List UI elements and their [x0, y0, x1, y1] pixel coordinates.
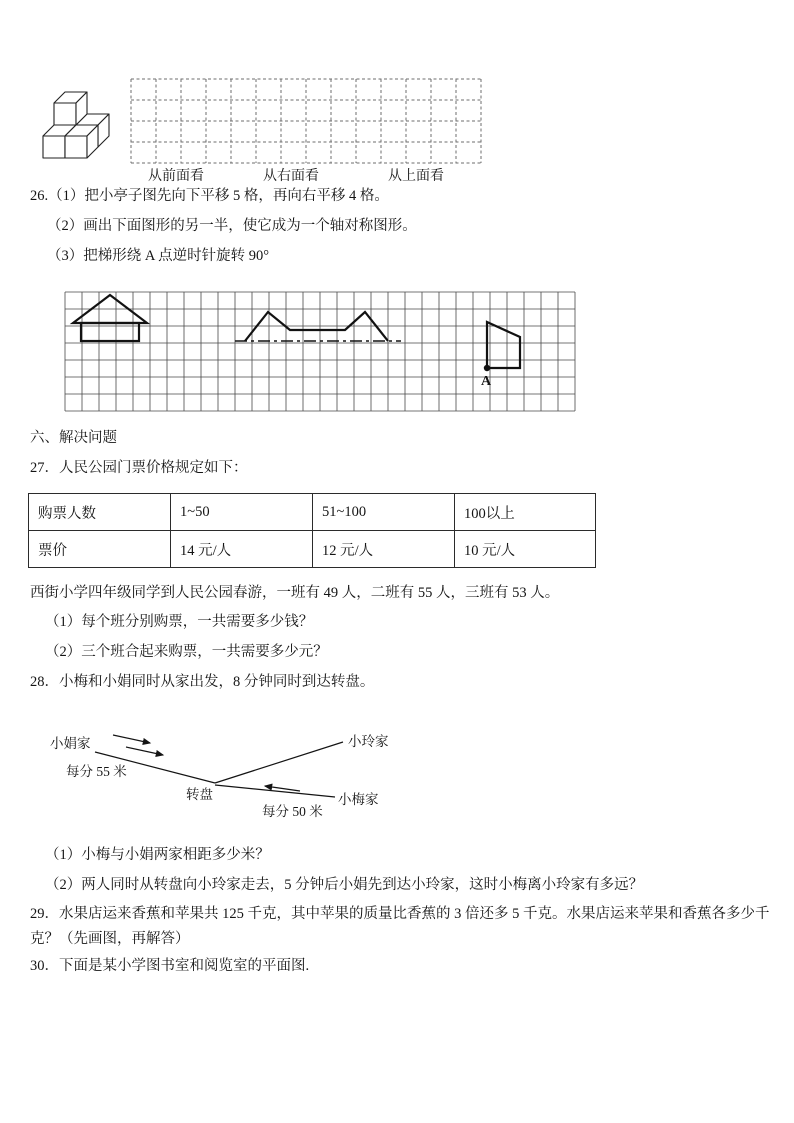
road-xiaomei: [215, 785, 335, 797]
pavilion-shape: [73, 295, 147, 341]
ticket-price-table: [28, 493, 596, 568]
direction-arrow-xiaojuan-1: [113, 735, 150, 743]
label-xiaojuan-home: 小娟家: [50, 736, 91, 751]
view-label-front: 从前面看: [148, 169, 204, 184]
q29-line2: 克？（先画图，再解答）: [30, 931, 190, 947]
table-cell: 51~100: [313, 494, 455, 531]
table-row-people: [29, 494, 596, 531]
cube-stack-figure: [38, 70, 116, 165]
roundabout-diagram: [38, 702, 438, 827]
point-a-dot: [484, 365, 490, 371]
section-six-heading: 六、解决问题: [30, 430, 117, 446]
table-cell: 10 元/人: [455, 531, 596, 568]
label-speed-xiaomei: 每分 50 米: [262, 804, 323, 819]
road-xiaoling: [215, 742, 343, 783]
q26-line1: 26.（1）把小亭子图先向下平移 5 格，再向右平移 4 格。: [30, 188, 389, 204]
q27-intro: 27．人民公园门票价格规定如下：: [30, 460, 248, 476]
q27-context: 西街小学四年级同学到人民公园春游，一班有 49 人，二班有 55 人，三班有 53 人。: [30, 585, 560, 601]
view-label-right: 从右面看: [263, 169, 319, 184]
label-speed-xiaojuan: 每分 55 米: [66, 764, 127, 779]
q29-line1: 29．水果店运来香蕉和苹果共 125 千克，其中苹果的质量比香蕉的 3 倍还多 5 千克。水果店运来苹果和香蕉各多少千: [30, 906, 770, 922]
view-label-top: 从上面看: [388, 169, 444, 184]
table-cell: 100以上: [455, 494, 596, 531]
q26-line3: （3）把梯形绕 A 点逆时针旋转 90°: [47, 248, 270, 264]
table-cell: 14 元/人: [171, 531, 313, 568]
point-a-label: A: [481, 374, 492, 389]
q27-part2: （2）三个班合起来购票，一共需要多少元？: [45, 644, 328, 660]
label-roundabout: 转盘: [186, 787, 213, 802]
q28-part1: （1）小梅与小娟两家相距多少米？: [45, 847, 270, 863]
label-xiaoling-home: 小玲家: [348, 734, 389, 749]
q26-line2: （2）画出下面图形的另一半，使它成为一个轴对称图形。: [47, 218, 417, 234]
table-row-price: [29, 531, 596, 568]
table-cell: 票价: [29, 531, 171, 568]
q28-part2: （2）两人同时从转盘向小玲家走去，5 分钟后小娟先到达小玲家，这时小梅离小玲家有多远？: [45, 877, 644, 893]
table-cell: 购票人数: [29, 494, 171, 531]
table-cell: 1~50: [171, 494, 313, 531]
q30-intro: 30．下面是某小学图书室和阅览室的平面图.: [30, 958, 310, 974]
half-figure-shape: [245, 312, 388, 341]
direction-arrow-xiaojuan-2: [126, 747, 163, 755]
trapezoid-shape: [484, 322, 520, 371]
geometry-grid: [64, 291, 576, 412]
dashed-answer-grid: [130, 78, 482, 164]
label-xiaomei-home: 小梅家: [338, 792, 379, 807]
q27-part1: （1）每个班分别购票，一共需要多少钱？: [45, 614, 314, 630]
q28-intro: 28．小梅和小娟同时从家出发，8 分钟同时到达转盘。: [30, 674, 375, 690]
table-cell: 12 元/人: [313, 531, 455, 568]
